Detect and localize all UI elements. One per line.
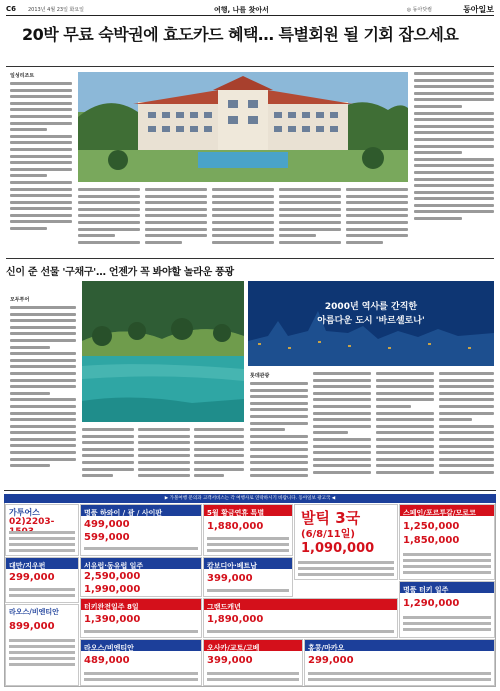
ad-price: 499,000: [84, 519, 130, 530]
ad-price: 489,000: [84, 655, 130, 666]
lake-caption-col-1: [82, 428, 134, 481]
ad-brand: 가투어스: [9, 507, 40, 517]
ad-banner: ▶ 가볼여행 문의과 고객서비스는 각 여행사로 연락하시기 바랍니다. 동아일보 광고국 ◀: [4, 494, 496, 503]
ad-europe[interactable]: [80, 557, 202, 597]
ad-price-2: 599,000: [84, 532, 130, 543]
ad-laos-2[interactable]: [80, 639, 202, 686]
ad-big-subtitle: (6/8/11일): [301, 529, 355, 540]
ad-price: 899,000: [9, 621, 55, 632]
ad-spain[interactable]: [399, 504, 495, 580]
ad-title: 그랜드캐년: [207, 603, 241, 611]
article-column-3: [145, 188, 207, 247]
issue-date: 2013년 4월 23일 화요일: [28, 7, 85, 13]
banner-line-2: 아름다운 도시 '바르셀로나': [317, 316, 425, 326]
sub-headline: 신이 준 선물 '구채구'… 언젠가 꼭 봐야할 놀라운 풍광: [6, 267, 234, 278]
ad-turkey[interactable]: [80, 598, 202, 638]
ad-grand-canyon[interactable]: [203, 598, 398, 638]
ad-laos[interactable]: [5, 604, 79, 686]
divider: [6, 258, 494, 259]
ad-price: 1,880,000: [207, 521, 264, 532]
lake-caption-col-2: [138, 428, 190, 481]
paper-name: 동아일보: [463, 4, 494, 14]
ad-price: 2,590,000: [84, 571, 141, 582]
article-column-4: [212, 188, 274, 247]
ad-title: 5월 황금연휴 특별: [207, 509, 265, 517]
ad-title: 터키완전일주 8일: [84, 603, 139, 611]
ad-price: 1,090,000: [301, 541, 375, 556]
ad-title: 대만/지우펀: [9, 562, 46, 570]
main-headline: 20박 무료 숙박권에 효도카드 혜택… 특별회원 될 기회 잡으세요: [22, 25, 459, 44]
ad-price: 1,890,000: [207, 614, 264, 625]
resort-photo: [78, 72, 408, 182]
article-mid-column-1: [250, 382, 308, 481]
ad-price: 1,290,000: [403, 598, 460, 609]
divider: [6, 66, 494, 67]
page-number: C6: [6, 5, 17, 13]
ad-price: 1,250,000: [403, 521, 460, 532]
ad-baltic[interactable]: [294, 504, 398, 580]
ad-price: 399,000: [207, 573, 253, 584]
ad-taiwan[interactable]: [5, 557, 79, 603]
article-column-2: [78, 188, 140, 247]
resort-illustration: [78, 72, 408, 182]
ad-may-holiday[interactable]: [203, 504, 293, 556]
ad-big-title: 발틱 3국: [301, 509, 361, 527]
article-mid-column-4: [439, 372, 494, 478]
divider: [4, 490, 496, 491]
ad-phone: 02)2203-: [9, 517, 55, 527]
website-label: ◎ 동아닷컴: [406, 7, 432, 13]
byline-center: 롯데관광: [250, 373, 270, 379]
ad-title: 홍콩/마카오: [308, 644, 345, 652]
ad-gatours[interactable]: [5, 504, 79, 556]
ad-price: 399,000: [207, 655, 253, 666]
ad-hawaii[interactable]: [80, 504, 202, 556]
ad-title: 서유럽·동유럽 일주: [84, 562, 144, 570]
page-header: [6, 4, 494, 16]
ad-hongkong[interactable]: [304, 639, 495, 686]
banner-line-1: 2000년 역사를 간직한: [324, 302, 418, 312]
lake-photo: [82, 281, 244, 422]
section-title: 여행, 나를 찾아서: [214, 6, 269, 14]
ad-title: 명품 하와이 / 괌 / 사이판: [84, 509, 163, 517]
ad-price-2: 1,990,000: [84, 584, 141, 595]
ad-osaka[interactable]: [203, 639, 303, 686]
ad-price: 299,000: [308, 655, 354, 666]
article-column-right: [414, 72, 494, 224]
ad-brand: 라오스/비엔티안: [9, 607, 59, 616]
ad-title: 캄보디아·베트남: [207, 562, 257, 570]
ad-title: 스페인/포르투갈/모로코: [403, 509, 476, 517]
article-column-6: [346, 188, 408, 247]
byline-left: 모두투어: [10, 297, 30, 303]
ad-price-2: 1,850,000: [403, 535, 460, 546]
article-mid-column-3: [376, 372, 434, 478]
article-mid-column-2: [313, 372, 371, 478]
article-column-5: [279, 188, 341, 247]
lake-illustration: [82, 281, 244, 422]
ad-turkey-premium[interactable]: [399, 581, 495, 638]
article-left-column: [10, 306, 76, 471]
ad-cambodia[interactable]: [203, 557, 293, 597]
article-column-1: [10, 82, 72, 234]
ad-title: 라오스/비엔티안: [84, 644, 134, 652]
ad-price: 299,000: [9, 572, 55, 583]
ad-price: 1,390,000: [84, 614, 141, 625]
lake-caption-col-3: [194, 428, 244, 481]
barcelona-banner: [248, 281, 494, 366]
ad-title: 명품 터키 일주: [403, 586, 449, 594]
ad-title: 오사카/교토/고베: [207, 644, 260, 652]
byline-top: 일성리조트: [10, 73, 35, 79]
